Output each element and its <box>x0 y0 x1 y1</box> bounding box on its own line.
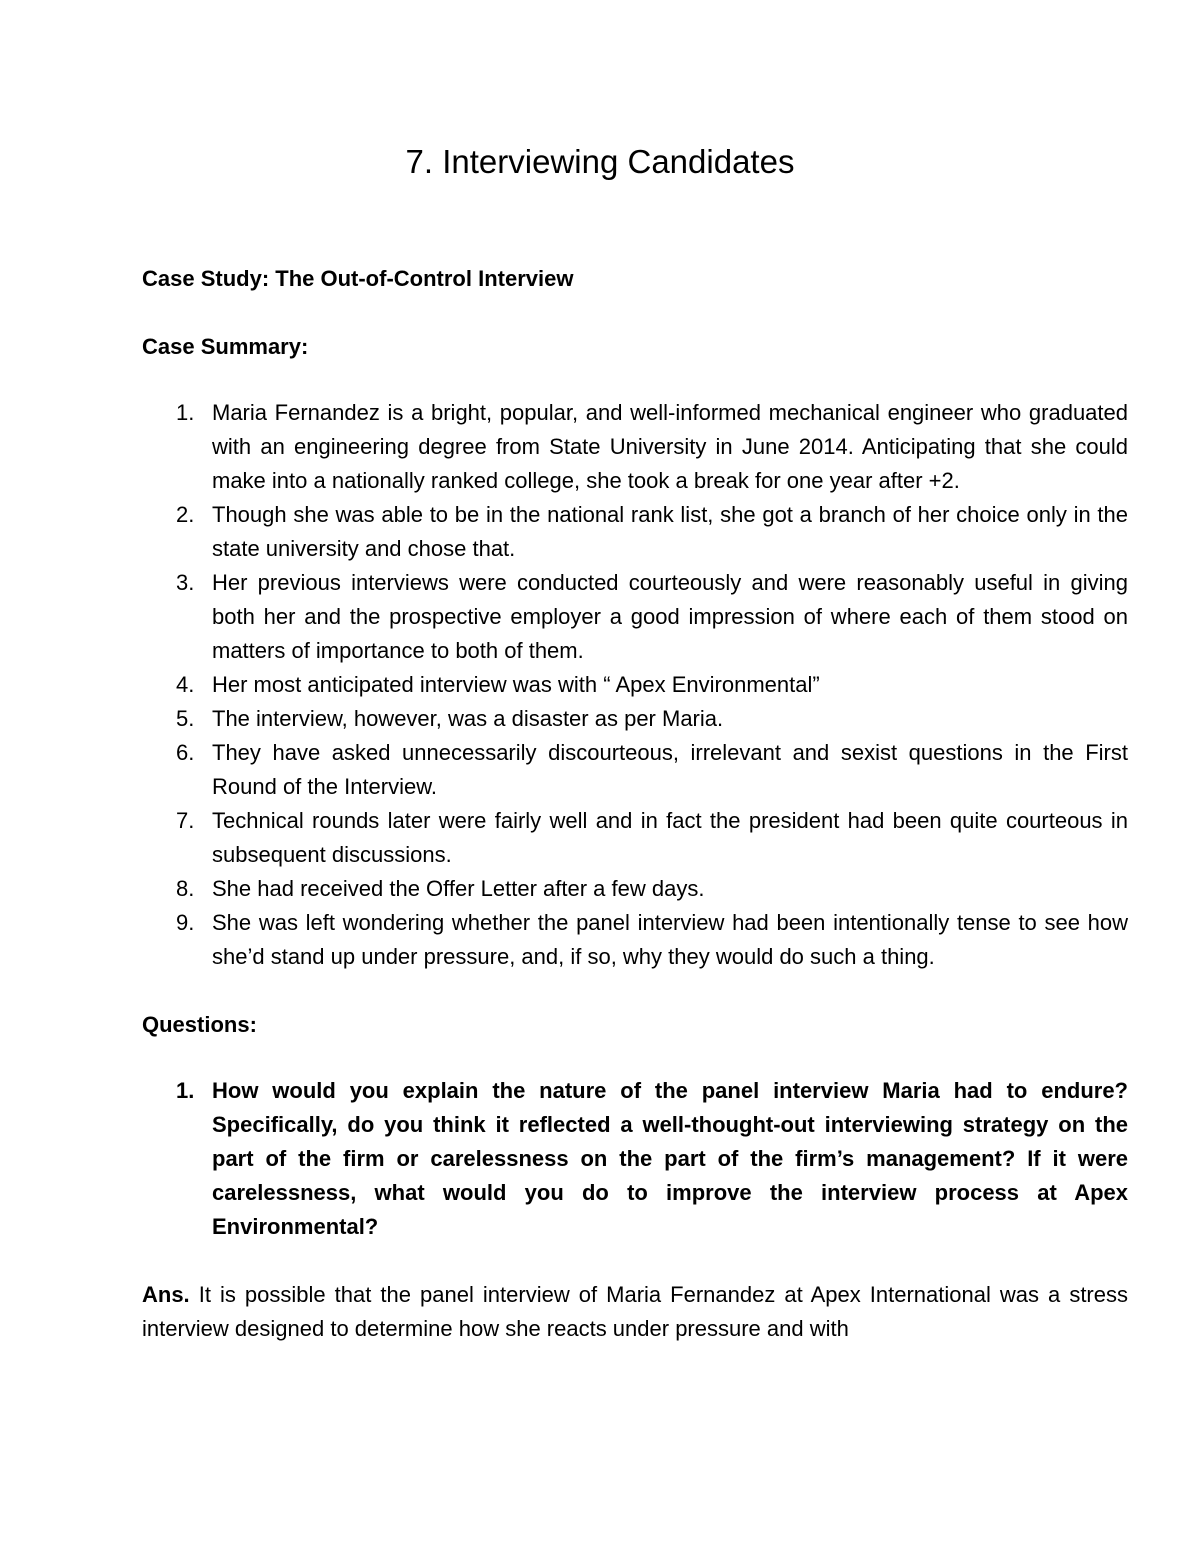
answer-paragraph <box>142 1278 1128 1346</box>
list-item <box>142 396 1128 498</box>
list-item-number: 6. <box>176 740 195 765</box>
questions-heading: Questions: <box>142 1012 257 1037</box>
document-title: 7. Interviewing Candidates <box>405 143 795 180</box>
answer-text: It is possible that the panel interview of Maria Fernandez at Apex International was a stress interview designed to determine how she reacts under pressure and with <box>142 1282 1128 1341</box>
list-item-text: They have asked unnecessarily discourteous, irrelevant and sexist questions in the First Round of the Interview. <box>212 740 1128 799</box>
list-item-number: 5. <box>176 706 195 731</box>
list-item <box>142 566 1128 668</box>
list-item-number: 8. <box>176 876 195 901</box>
case-summary-heading: Case Summary: <box>142 334 309 359</box>
answer-label: Ans. <box>142 1282 190 1307</box>
list-item <box>142 872 1128 906</box>
list-item-text: Her most anticipated interview was with “ Apex Environmental” <box>212 672 820 697</box>
list-item <box>142 702 1128 736</box>
list-item <box>142 736 1128 804</box>
list-item-text: Though she was able to be in the national rank list, she got a branch of her choice only in the state university and chose that. <box>212 502 1128 561</box>
list-item-number: 3. <box>176 570 195 595</box>
list-item-text: The interview, however, was a disaster as per Maria. <box>212 706 724 731</box>
list-item <box>142 804 1128 872</box>
document-body <box>142 262 1128 1346</box>
list-item <box>142 906 1128 974</box>
list-item-text: Technical rounds later were fairly well and in fact the president had been quite courteous in subsequent discussions. <box>212 808 1128 867</box>
questions-list <box>142 1074 1128 1244</box>
list-item-number: 4. <box>176 672 195 697</box>
case-summary-list <box>142 396 1128 974</box>
question-number: 1. <box>176 1078 195 1103</box>
list-item-text: She was left wondering whether the panel interview had been intentionally tense to see how she’d stand up under pressure, and, if so, why they would do such a thing. <box>212 910 1128 969</box>
case-study-heading: Case Study: The Out-of-Control Interview <box>142 266 574 291</box>
list-item <box>142 498 1128 566</box>
list-item-number: 9. <box>176 910 195 935</box>
question-text: How would you explain the nature of the panel interview Maria had to endure? Specifically, do you think it reflected a well-thought-out interviewing strategy on the part of the firm or carelessness on the part of the firm’s management? If it were carelessness, what would you do to improve the interview process at Apex Environmental? <box>212 1078 1128 1239</box>
list-item-text: She had received the Offer Letter after a few days. <box>212 876 705 901</box>
list-item-number: 1. <box>176 400 195 425</box>
list-item-number: 2. <box>176 502 195 527</box>
question-item <box>142 1074 1128 1244</box>
list-item <box>142 668 1128 702</box>
list-item-text: Her previous interviews were conducted courteously and were reasonably useful in giving both her and the prospective employer a good impression of where each of them stood on matters of importance to both of them. <box>212 570 1128 663</box>
list-item-text: Maria Fernandez is a bright, popular, and well-informed mechanical engineer who graduated with an engineering degree from State University in June 2014. Anticipating that she could make into a nationally ranked college, she took a break for one year after +2. <box>212 400 1128 493</box>
list-item-number: 7. <box>176 808 195 833</box>
